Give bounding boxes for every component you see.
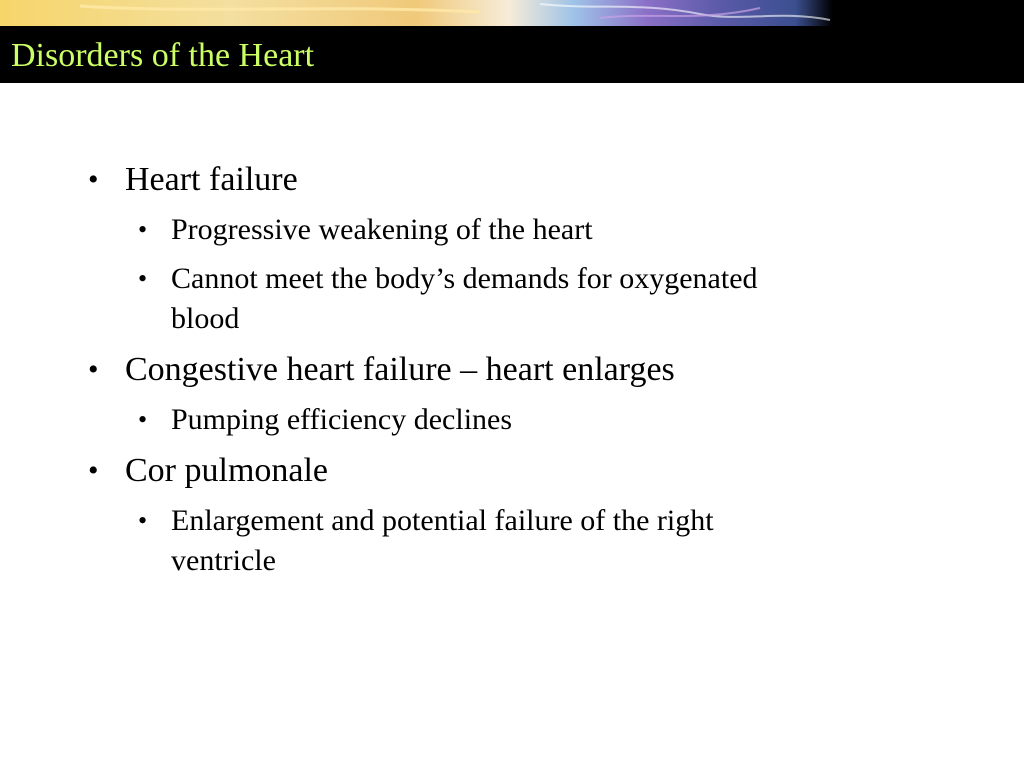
bullet-icon: •	[138, 506, 148, 535]
bullet-icon: •	[138, 405, 148, 434]
list-item-text: Pumping efficiency declines	[171, 403, 513, 436]
list-item-text: blood	[171, 302, 240, 335]
bullet-icon: •	[138, 264, 148, 293]
list-item-text: ventricle	[171, 544, 276, 577]
list-item-text: Cor pulmonale	[125, 452, 329, 489]
bullet-icon: •	[88, 163, 99, 196]
list-item-text: Cannot meet the body’s demands for oxygenated	[171, 262, 758, 295]
list-item-text: Progressive weakening of the heart	[171, 213, 593, 246]
slide-title: Disorders of the Heart	[11, 37, 315, 74]
list-item-text: Enlargement and potential failure of the right	[171, 504, 714, 537]
list-item-text: Heart failure	[125, 161, 298, 198]
bullet-icon: •	[88, 353, 99, 386]
list-item-text: Congestive heart failure – heart enlarges	[125, 351, 675, 388]
bullet-icon: •	[138, 215, 148, 244]
bullet-icon: •	[88, 454, 99, 487]
